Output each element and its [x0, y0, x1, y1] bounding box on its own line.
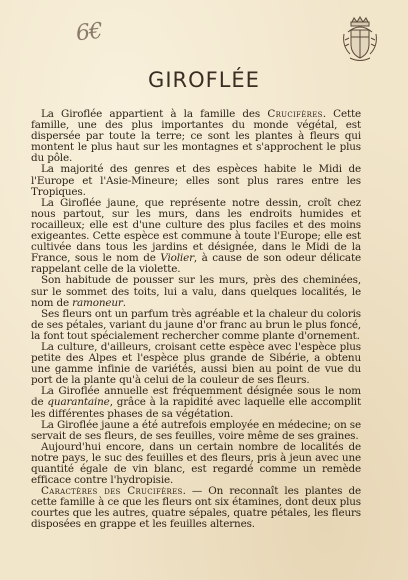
italic-term: quarantaine: [47, 396, 110, 409]
page-title: GIROFLÉE: [148, 68, 260, 92]
paragraph: [31, 386, 361, 419]
paragraph-text: La Giroflée jaune a été autrefois employée en médecine; on se servait de ses fleurs, de ses feuilles, voire même de ses graines.: [31, 418, 361, 442]
italic-term: Violier: [160, 252, 194, 265]
small-caps-term: Caractères des Crucifères: [41, 485, 183, 498]
margin-note: 6€: [74, 18, 104, 47]
paragraph-text: . Cette famille, une des plus importantes du monde végétal, est dispersée par toute la terre; ce sont les plantes à fleurs qui montent le plus haut sur les montagnes et s'approchent le plus du pôle.: [31, 108, 362, 165]
paragraph-text: , grâce à la rapidité avec laquelle elle accomplit les différentes phases de sa végétation.: [31, 396, 362, 420]
paragraph-text: La culture, d'ailleurs, croisant cette espèce avec l'espèce plus petite des Alpes et l'espèce plus grande de Sibérie, a obtenu une gamme infinie de variétés, aussi bien au point de vue du port de la plante qu'à celui de la couleur de ses fleurs.: [31, 340, 361, 387]
article-body: [31, 109, 361, 531]
paragraph-text: Ses fleurs ont un parfum très agréable et la chaleur du coloris de ses pétales, variant du jaune d'or franc au brun le plus foncé, la font tout spécialement rechercher comme plante d'ornement.: [31, 307, 362, 342]
paragraph: [31, 164, 361, 197]
coat-of-arms-emblem-icon: [340, 14, 380, 64]
paragraph-text: Aujourd'hui encore, dans un certain nombre de localités de notre pays, le suc des feuilles et des fleurs, pris à jeun avec une quantité égale de vin blanc, est regardé comme un remède efficace contre l'hydropisie.: [31, 440, 361, 487]
paragraph: [31, 442, 361, 486]
paragraph: [31, 309, 361, 342]
paragraph: [31, 198, 361, 276]
paragraph-text: , à cause de son odeur délicate rappelant celle de la violette.: [31, 252, 361, 276]
paragraph: [31, 420, 361, 442]
paragraph-text: . — On reconnaît les plantes de cette famille à ce que les fleurs ont six étamines, dont deux plus courtes que les autres, quatre sépales, quatre pétales, les fleurs disposées en grappe et les feuilles alternes.: [31, 485, 361, 531]
paragraph-text: La Giroflée appartient à la famille des: [41, 108, 268, 120]
paragraph-text: La Giroflée annuelle est fréquemment désignée sous le nom de: [31, 385, 361, 409]
paragraph-text: La majorité des genres et des espèces habite le Midi de l'Europe et l'Asie-Mineure; elles sont plus rares entre les Tropiques.: [31, 163, 361, 198]
paragraph-text: La Giroflée jaune, que représente notre dessin, croît chez nous partout, sur les murs, dans les endroits humides et rocailleux; elle est d'une culture des plus faciles et des moins exigeantes. Cette espèce est commune à toute l'Europe; elle est cultivée dans tous les jardins et désignée, dans le Midi de la France, sous le nom de: [31, 196, 361, 265]
paragraph-text: .: [122, 296, 126, 309]
paragraph: [31, 486, 361, 530]
small-caps-term: Crucifères: [267, 108, 323, 120]
paragraph: [31, 275, 361, 308]
paragraph: [31, 109, 361, 164]
paragraph-text: Son habitude de pousser sur les murs, près des cheminées, sur le sommet des toits, lui a valu, dans quelques localités, le nom de: [31, 274, 361, 309]
italic-term: ramoneur: [72, 296, 123, 309]
paragraph: [31, 342, 361, 386]
